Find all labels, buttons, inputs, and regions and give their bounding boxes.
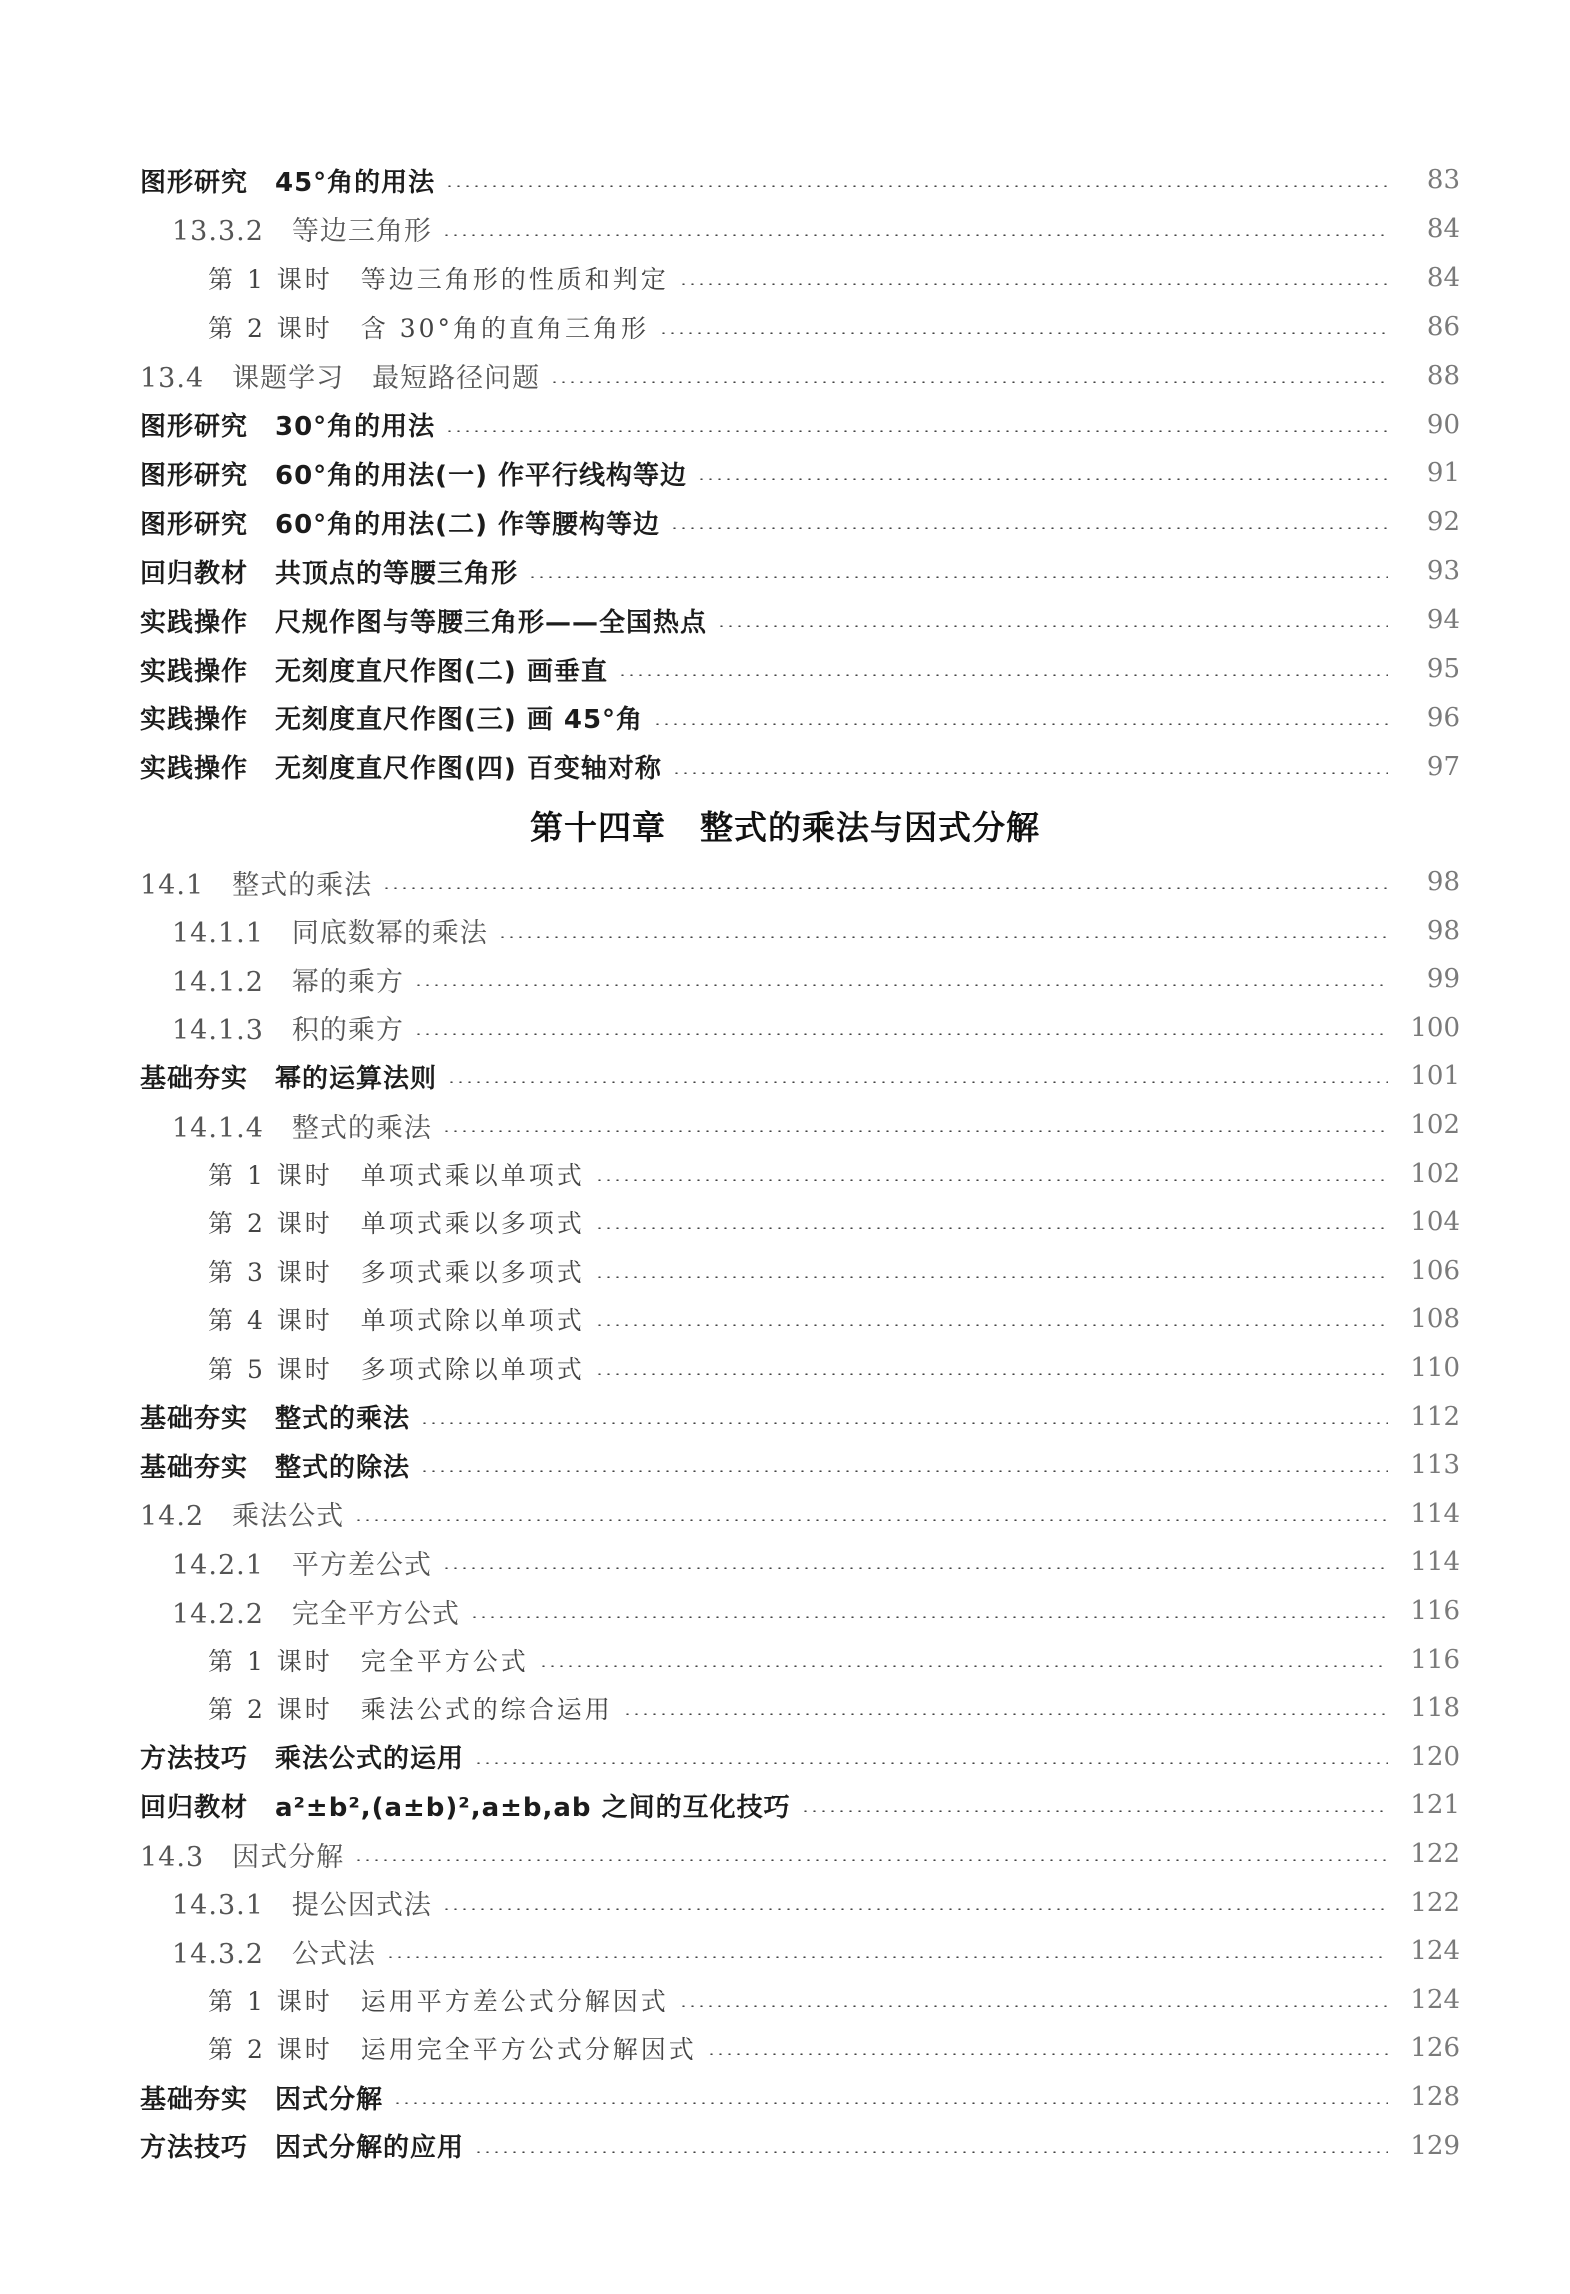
dot-leader (445, 430, 1388, 432)
toc-entry-title: 第 1 课时 单项式乘以单项式 (208, 1160, 585, 1190)
toc-entry-title: 14.1.4 整式的乘法 (172, 1112, 432, 1144)
toc-entry-page: 116 (1410, 1596, 1460, 1626)
toc-entry-title: 回归教材 a²±b²,(a±b)²,a±b,ab 之间的互化技巧 (140, 1792, 791, 1823)
toc-entry-title: 14.2.1 平方差公式 (172, 1549, 432, 1581)
toc-entry-page: 112 (1410, 1401, 1460, 1432)
toc-entry-title: 基础夯实 因式分解 (140, 2084, 384, 2115)
chapter-heading: 第十四章 整式的乘法与因式分解 (530, 808, 1040, 847)
toc-entry-title: 第 1 课时 运用平方差公式分解因式 (208, 1986, 669, 2016)
toc-entry-page: 102 (1410, 1110, 1460, 1140)
toc-entry-page: 90 (1426, 409, 1460, 440)
dot-leader (442, 1908, 1388, 1910)
toc-entry[interactable] (0, 356, 1460, 396)
dot-leader (442, 234, 1388, 236)
toc-entry-page: 124 (1410, 1936, 1460, 1967)
dot-leader (528, 576, 1388, 578)
dot-leader (670, 527, 1388, 529)
toc-entry[interactable] (0, 1494, 1460, 1534)
dot-leader (659, 332, 1388, 334)
toc-entry[interactable] (0, 160, 1460, 200)
toc-entry[interactable] (0, 258, 1460, 298)
dot-leader (653, 723, 1388, 725)
dot-leader (595, 1227, 1388, 1229)
toc-entry[interactable] (0, 1397, 1460, 1437)
toc-entry-page: 118 (1410, 1693, 1460, 1724)
toc-entry-page: 122 (1410, 1839, 1460, 1869)
toc-entry-page: 95 (1426, 654, 1460, 684)
dot-leader (474, 2151, 1388, 2153)
dot-leader (447, 1081, 1388, 1083)
toc-entry-page: 104 (1410, 1207, 1460, 1238)
toc-entry-title: 14.2 乘法公式 (140, 1501, 345, 1533)
toc-entry-title: 基础夯实 整式的除法 (140, 1452, 411, 1483)
dot-leader (697, 478, 1388, 480)
toc-entry[interactable] (0, 1008, 1460, 1048)
toc-entry-title: 14.1.2 幂的乘方 (172, 966, 404, 998)
toc-entry[interactable] (0, 1640, 1460, 1680)
toc-entry[interactable] (0, 1154, 1460, 1194)
toc-entry[interactable] (0, 502, 1460, 542)
toc-entry[interactable] (0, 1931, 1460, 1971)
toc-entry[interactable] (0, 1688, 1460, 1728)
toc-entry-page: 122 (1410, 1887, 1460, 1918)
toc-entry-title: 第 5 课时 多项式除以单项式 (208, 1355, 585, 1384)
toc-entry-page: 106 (1410, 1255, 1460, 1286)
toc-entry-title: 13.4 课题学习 最短路径问题 (140, 363, 541, 395)
toc-entry-page: 121 (1410, 1790, 1460, 1821)
toc-entry[interactable] (0, 1834, 1460, 1874)
toc-entry-page: 88 (1426, 360, 1460, 391)
dot-leader (679, 283, 1388, 285)
toc-entry-title: 14.3.1 提公因式法 (172, 1890, 432, 1922)
toc-entry-page: 128 (1410, 2082, 1460, 2112)
toc-entry-page: 91 (1426, 458, 1460, 489)
toc-entry[interactable] (0, 1980, 1460, 2020)
toc-entry-title: 14.3 因式分解 (140, 1841, 345, 1873)
toc-entry-page: 97 (1426, 751, 1460, 782)
toc-entry-page: 83 (1426, 165, 1460, 195)
toc-entry-title: 实践操作 无刻度直尺作图(二) 画垂直 (140, 656, 608, 687)
toc-entry-title: 第 1 课时 完全平方公式 (208, 1646, 529, 1676)
toc-entry[interactable] (0, 1883, 1460, 1923)
toc-entry-page: 114 (1410, 1498, 1460, 1529)
toc-entry[interactable] (0, 405, 1460, 445)
dot-leader (470, 1616, 1388, 1618)
toc-entry[interactable] (0, 1056, 1460, 1096)
toc-entry[interactable] (0, 1105, 1460, 1145)
toc-entry-page: 126 (1410, 2033, 1460, 2064)
dot-leader (595, 1276, 1388, 1278)
toc-entry-title: 图形研究 30°角的用法 (140, 412, 436, 442)
toc-entry-page: 124 (1410, 1984, 1460, 2015)
dot-leader (498, 936, 1388, 938)
toc-entry-title: 第 2 课时 含 30°角的直角三角形 (208, 313, 650, 343)
dot-leader (801, 1810, 1388, 1812)
dot-leader (707, 2053, 1388, 2055)
toc-entry[interactable] (0, 1251, 1460, 1291)
toc-entry-title: 14.3.2 公式法 (172, 1938, 376, 1970)
dot-leader (382, 887, 1388, 889)
toc-entry-page: 93 (1426, 556, 1460, 587)
toc-entry[interactable] (0, 698, 1460, 738)
dot-leader (550, 381, 1388, 383)
toc-entry-page: 98 (1426, 915, 1460, 946)
dot-leader (393, 2102, 1388, 2104)
dot-leader (354, 1519, 1388, 1521)
toc-entry-page: 96 (1426, 702, 1460, 733)
toc-entry-title: 第 2 课时 运用完全平方公式分解因式 (208, 2035, 697, 2065)
dot-leader (595, 1373, 1388, 1375)
toc-entry-page: 100 (1410, 1012, 1460, 1043)
toc-entry-page: 101 (1410, 1061, 1460, 1092)
toc-entry[interactable] (0, 1348, 1460, 1388)
dot-leader (595, 1324, 1388, 1326)
toc-entry-title: 实践操作 无刻度直尺作图(三) 画 45°角 (140, 705, 644, 736)
toc-entry-title: 第 4 课时 单项式除以单项式 (208, 1306, 585, 1336)
toc-entry-page: 86 (1426, 311, 1460, 342)
dot-leader (672, 772, 1388, 774)
toc-entry[interactable] (0, 1591, 1460, 1631)
toc-entry[interactable] (0, 551, 1460, 591)
toc-entry[interactable] (0, 2077, 1460, 2117)
toc-entry-page: 102 (1410, 1158, 1460, 1189)
toc-entry[interactable] (0, 1299, 1460, 1339)
toc-entry-title: 13.3.2 等边三角形 (172, 216, 432, 248)
toc-entry-title: 基础夯实 幂的运算法则 (140, 1063, 438, 1094)
toc-entry[interactable] (0, 862, 1460, 902)
toc-entry-title: 14.1 整式的乘法 (140, 869, 373, 901)
toc-entry[interactable] (0, 307, 1460, 347)
dot-leader (414, 1033, 1388, 1035)
toc-entry-page: 129 (1410, 2130, 1460, 2161)
toc-entry[interactable] (0, 600, 1460, 640)
toc-entry-page: 84 (1426, 262, 1460, 293)
toc-entry[interactable] (0, 911, 1460, 951)
dot-leader (679, 2005, 1388, 2007)
toc-entry-title: 14.1.1 同底数幂的乘法 (172, 918, 488, 950)
dot-leader (420, 1470, 1388, 1472)
toc-entry-title: 图形研究 60°角的用法(二) 作等腰构等边 (140, 509, 660, 540)
toc-entry-title: 实践操作 无刻度直尺作图(四) 百变轴对称 (140, 754, 662, 785)
dot-leader (442, 1130, 1388, 1132)
dot-leader (623, 1713, 1388, 1715)
dot-leader (420, 1422, 1388, 1424)
toc-entry[interactable] (0, 747, 1460, 787)
toc-entry-page: 98 (1426, 867, 1460, 897)
toc-entry-title: 方法技巧 乘法公式的运用 (140, 1744, 465, 1775)
toc-entry-page: 84 (1426, 213, 1460, 244)
toc-entry-page: 114 (1410, 1547, 1460, 1578)
toc-entry-page: 92 (1426, 507, 1460, 538)
dot-leader (539, 1665, 1388, 1667)
toc-entry-page: 116 (1410, 1644, 1460, 1675)
dot-leader (717, 625, 1388, 627)
toc-entry[interactable] (0, 2028, 1460, 2068)
toc-entry-title: 第 2 课时 单项式乘以多项式 (208, 1209, 585, 1239)
toc-entry-title: 第 3 课时 多项式乘以多项式 (208, 1257, 585, 1287)
toc-entry-title: 基础夯实 整式的乘法 (140, 1404, 411, 1435)
dot-leader (445, 185, 1388, 187)
toc-entry[interactable] (0, 1202, 1460, 1242)
toc-entry[interactable] (0, 1542, 1460, 1582)
toc-entry-page: 94 (1426, 605, 1460, 636)
dot-leader (386, 1956, 1388, 1958)
toc-entry-page: 110 (1410, 1353, 1460, 1383)
toc-entry-page: 120 (1410, 1741, 1460, 1772)
toc-entry-page: 113 (1410, 1450, 1460, 1481)
toc-entry-title: 方法技巧 因式分解的应用 (140, 2133, 465, 2164)
toc-entry[interactable] (0, 649, 1460, 689)
dot-leader (595, 1179, 1388, 1181)
toc-entry[interactable] (0, 1737, 1460, 1777)
toc-entry-title: 14.1.3 积的乘方 (172, 1015, 404, 1047)
toc-entry[interactable] (0, 1785, 1460, 1825)
dot-leader (414, 984, 1388, 986)
toc-entry[interactable] (0, 959, 1460, 999)
toc-entry[interactable] (0, 453, 1460, 493)
toc-entry-title: 实践操作 尺规作图与等腰三角形——全国热点 (140, 607, 708, 638)
dot-leader (354, 1859, 1388, 1861)
toc-entry-page: 108 (1410, 1304, 1460, 1335)
toc-entry-title: 回归教材 共顶点的等腰三角形 (140, 558, 519, 589)
toc-entry-title: 图形研究 60°角的用法(一) 作平行线构等边 (140, 460, 687, 491)
toc-entry-page: 99 (1426, 964, 1460, 995)
toc-entry[interactable] (0, 1445, 1460, 1485)
toc-entry-title: 第 1 课时 等边三角形的性质和判定 (208, 264, 669, 294)
toc-entry[interactable] (0, 2126, 1460, 2166)
toc-entry[interactable] (0, 209, 1460, 249)
toc-entry-title: 14.2.2 完全平方公式 (172, 1598, 460, 1630)
dot-leader (442, 1567, 1388, 1569)
dot-leader (474, 1762, 1388, 1764)
toc-entry-title: 第 2 课时 乘法公式的综合运用 (208, 1695, 613, 1725)
toc-entry-title: 图形研究 45°角的用法 (140, 167, 436, 198)
dot-leader (618, 674, 1388, 676)
